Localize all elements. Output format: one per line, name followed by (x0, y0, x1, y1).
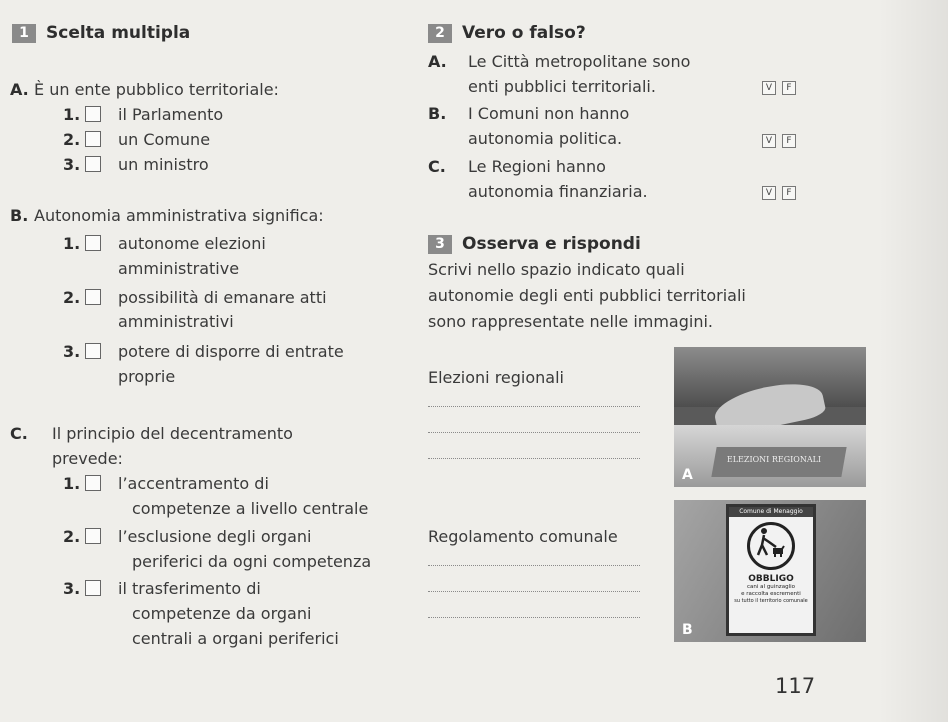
sign-line-3: su tutto il territorio comunale (734, 598, 808, 604)
photo-a-letter: A (682, 467, 693, 483)
pedestrian-dog-svg (750, 525, 786, 561)
tf-item-b-text1: I Comuni non hanno (468, 104, 630, 123)
checkbox-b2[interactable] (85, 289, 101, 305)
option-number: 2. (63, 527, 81, 546)
section-3-badge: 3 (428, 235, 452, 254)
section-1-title-text: Scelta multipla (46, 23, 191, 43)
option-a1-text: il Parlamento (118, 105, 224, 124)
option-c2-line1: l’esclusione degli organi (118, 527, 312, 546)
option-a3-text: un ministro (118, 155, 209, 174)
question-b (10, 206, 324, 226)
photo-b-letter: B (682, 622, 693, 638)
section-3-intro-line2: autonomie degli enti pubblici territoriali (428, 286, 746, 305)
sign-line-1: cani al guinzaglio (747, 584, 795, 590)
option-number: 2. (63, 130, 81, 149)
question-a-text: È un ente pubblico territoriale: (34, 80, 279, 99)
section-2-badge: 2 (428, 24, 452, 43)
false-box-c[interactable]: F (782, 186, 796, 200)
section-1-badge: 1 (12, 24, 36, 43)
checkbox-c1[interactable] (85, 475, 101, 491)
question-c-letter: C. (10, 424, 28, 443)
section-3-intro-line3: sono rappresentate nelle immagini. (428, 312, 714, 331)
option-c1-line2: competenze a livello centrale (132, 499, 369, 518)
tf-item-c-letter: C. (428, 157, 446, 176)
checkbox-b1[interactable] (85, 235, 101, 251)
tf-item-a-letter: A. (428, 52, 447, 71)
option-b2-line1: possibilità di emanare atti (118, 288, 327, 307)
option-b2-line2: amministrativi (118, 312, 234, 331)
false-box-a[interactable]: F (782, 81, 796, 95)
answer-b-line-1[interactable] (428, 565, 640, 566)
answer-b-line-2[interactable] (428, 591, 640, 592)
option-number: 3. (63, 342, 81, 361)
true-box-a[interactable]: V (762, 81, 776, 95)
question-a-letter: A. (10, 80, 29, 99)
section-1-title (12, 23, 190, 43)
option-c1-line1: l’accentramento di (118, 474, 269, 493)
section-3-title (428, 234, 641, 254)
page-edge-shadow (878, 0, 948, 722)
answer-b-line-3[interactable] (428, 617, 640, 618)
pedestrian-dog-icon (747, 522, 795, 570)
option-b3-line1: potere di disporre di entrate (118, 342, 344, 361)
sign-panel (726, 504, 816, 636)
photo-a-ballot-box (674, 347, 866, 487)
photo-b-municipal-sign (674, 500, 866, 642)
option-c3-line1: il trasferimento di (118, 579, 261, 598)
checkbox-c2[interactable] (85, 528, 101, 544)
answer-a-line-3[interactable] (428, 458, 640, 459)
checkbox-c3[interactable] (85, 580, 101, 596)
false-box-b[interactable]: F (782, 134, 796, 148)
section-2-title-text: Vero o falso? (462, 23, 586, 43)
question-b-letter: B. (10, 206, 29, 225)
sign-header: Comune di Menaggio (729, 507, 813, 517)
tf-item-c-line2: autonomia finanziaria. (468, 182, 648, 201)
option-number: 1. (63, 474, 81, 493)
true-box-b[interactable]: V (762, 134, 776, 148)
option-c2-line2: periferici da ogni competenza (132, 552, 372, 571)
option-c3-line3: centrali a organi periferici (132, 629, 339, 648)
option-number: 3. (63, 579, 81, 598)
checkbox-a2[interactable] (85, 131, 101, 147)
tf-item-a-line1 (428, 52, 690, 72)
tf-item-c-text1: Le Regioni hanno (468, 157, 606, 176)
question-b-text: Autonomia amministrativa significa: (34, 206, 324, 225)
option-number: 1. (63, 234, 81, 253)
tf-item-b-line1 (428, 104, 629, 124)
question-c-text-line1: Il principio del decentramento (52, 424, 293, 443)
option-c3-line2: competenze da organi (132, 604, 312, 623)
tf-item-a-text1: Le Città metropolitane sono (468, 52, 691, 71)
tf-item-b-line2: autonomia politica. (468, 129, 623, 148)
tf-item-a-line2: enti pubblici territoriali. (468, 77, 656, 96)
answer-a-line-2[interactable] (428, 432, 640, 433)
option-a2-text: un Comune (118, 130, 211, 149)
option-number: 3. (63, 155, 81, 174)
page-number: 117 (775, 674, 816, 698)
sign-title: OBBLIGO (748, 574, 794, 584)
section-3-intro-line1: Scrivi nello spazio indicato quali (428, 260, 685, 279)
photo-a-box-label: ELEZIONI REGIONALI (726, 455, 822, 464)
option-b1-line1: autonome elezioni (118, 234, 266, 253)
checkbox-a3[interactable] (85, 156, 101, 172)
tf-item-c-line1 (428, 157, 606, 177)
answer-a-line-1[interactable] (428, 406, 640, 407)
checkbox-a1[interactable] (85, 106, 101, 122)
section-3-title-text: Osserva e rispondi (462, 234, 641, 254)
option-number: 2. (63, 288, 81, 307)
checkbox-b3[interactable] (85, 343, 101, 359)
section-2-title (428, 23, 586, 43)
question-c (10, 424, 293, 444)
option-b1-line2: amministrative (118, 259, 240, 278)
tf-item-b-letter: B. (428, 104, 447, 123)
option-number: 1. (63, 105, 81, 124)
sign-line-2: e raccolta escrementi (741, 591, 801, 597)
option-b3-line2: proprie (118, 367, 176, 386)
true-box-c[interactable]: V (762, 186, 776, 200)
question-a (10, 80, 279, 100)
answer-a-text: Elezioni regionali (428, 368, 564, 387)
question-c-text-line2: prevede: (52, 449, 123, 468)
answer-b-text: Regolamento comunale (428, 527, 618, 546)
